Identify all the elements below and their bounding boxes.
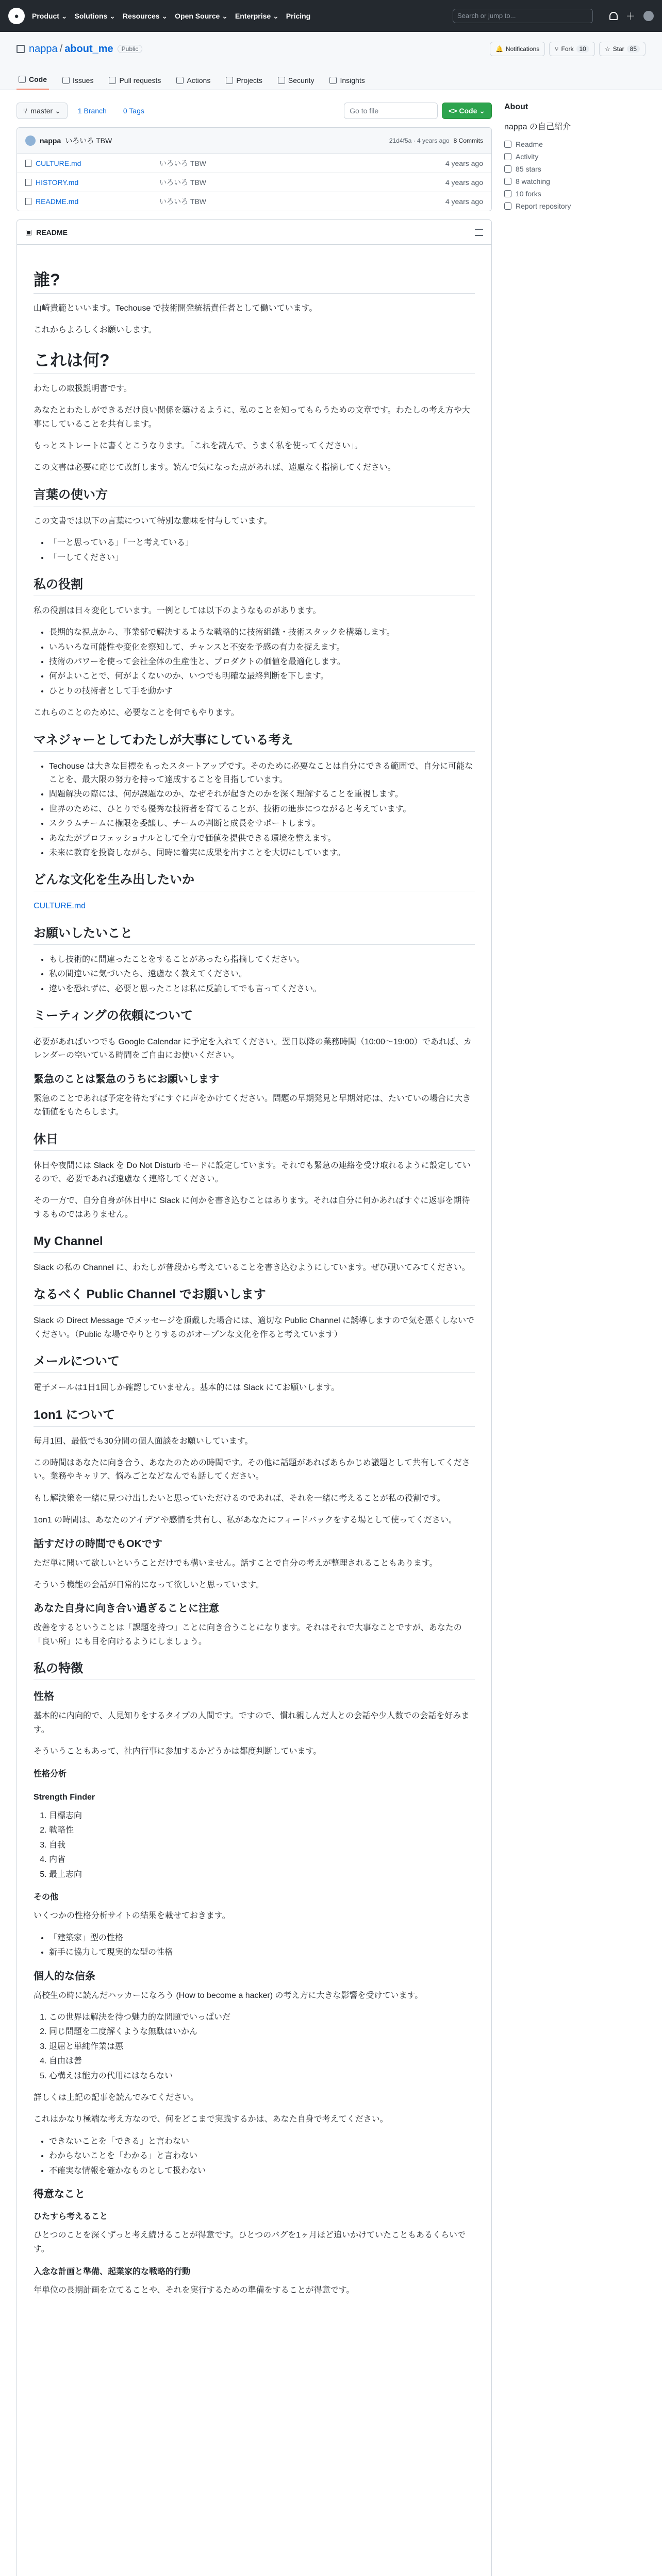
tab-label: Insights bbox=[340, 76, 365, 84]
repository-tabs bbox=[16, 67, 646, 90]
readme-paragraph: この時間はあなたに向き合う、あなたのための時間です。その他に話題があればあらかじめ議題として共有してください。業務やキャリア、悩みごとなどなんでも話してください。 bbox=[34, 1459, 470, 1481]
tab-icon bbox=[62, 77, 70, 84]
readme-paragraph: 1on1 の時間は、あなたのアイデアや感情を共有し、私があなたにフィードバックをする場として使ってください。 bbox=[34, 1516, 457, 1525]
readme-list-item: • 技術のパワーを使って会社全体の生産性と、プロダクトの価値を最適化します。 bbox=[49, 655, 475, 669]
file-commit-message[interactable]: いろいろ TBW bbox=[159, 197, 206, 206]
readme-paragraph: 必要があればいつでも Google Calendar に予定を入れてください。翌日以降の業務時間（10:00〜19:00）であれば、カレンダーの空いている時間をご自由にお使いください。 bbox=[34, 1037, 472, 1060]
readme-list-item: 2. 戦略性 bbox=[49, 1824, 475, 1837]
readme-heading: メールについて bbox=[34, 1354, 475, 1373]
readme-list-item: • 世界のために、ひとりでも優秀な技術者を育てることが、技術の進歩につながると考えています。 bbox=[49, 803, 475, 816]
readme-heading: 性格 bbox=[34, 1691, 54, 1703]
branch-icon: ⑂ bbox=[23, 107, 28, 115]
branches-link[interactable]: 1 Branch bbox=[77, 107, 107, 115]
readme-list bbox=[49, 1931, 475, 1960]
readme-paragraph: そういうこともあって、社内行事に参加するかどうかは都度判断しています。 bbox=[34, 1747, 322, 1756]
file-commit-message[interactable]: いろいろ TBW bbox=[159, 178, 206, 187]
readme-paragraph: この文書では以下の言葉について特別な意味を付与しています。 bbox=[34, 516, 272, 526]
tab-icon bbox=[278, 77, 285, 84]
owner-link[interactable]: nappa bbox=[29, 43, 58, 55]
readme-list bbox=[49, 536, 475, 565]
repository-header bbox=[0, 32, 662, 90]
sidebar-item[interactable] bbox=[504, 152, 643, 161]
repository-actions bbox=[490, 42, 646, 56]
branch-selector[interactable]: ⑂ master ⌄ bbox=[16, 103, 68, 119]
readme-list bbox=[49, 626, 475, 698]
readme-paragraph: 年単位の長期計画を立てることや、それを実行するための準備をすることが得意です。 bbox=[34, 2286, 355, 2295]
readme-paragraph: 私の役割は日々変化しています。一例としては以下のようなものがあります。 bbox=[34, 606, 321, 615]
readme-list-item: • もし技術的に間違ったことをすることがあったら指摘してください。 bbox=[49, 953, 475, 967]
sidebar-item[interactable] bbox=[504, 202, 643, 210]
tab-label: Pull requests bbox=[119, 76, 161, 84]
readme-list-item: 4. 自由は善 bbox=[49, 2055, 475, 2068]
readme-paragraph: これらのことのために、必要なことを何でもやります。 bbox=[34, 708, 239, 718]
readme-article bbox=[17, 245, 491, 2327]
top-nav-item[interactable]: Open Source ⌄ bbox=[175, 11, 228, 20]
outline-icon[interactable] bbox=[475, 229, 483, 236]
readme-heading: 1on1 について bbox=[34, 1408, 475, 1427]
tab-security[interactable] bbox=[276, 76, 317, 90]
github-logo[interactable]: ● bbox=[8, 8, 25, 24]
repository-icon bbox=[16, 45, 25, 53]
readme-heading: これは何? bbox=[34, 350, 475, 374]
sidebar-item[interactable] bbox=[504, 190, 643, 198]
file-row[interactable] bbox=[17, 173, 491, 192]
file-row[interactable] bbox=[17, 192, 491, 211]
author-avatar bbox=[25, 135, 36, 146]
tab-icon bbox=[176, 77, 184, 84]
header-actions bbox=[453, 9, 654, 23]
tags-link[interactable]: 0 Tags bbox=[123, 107, 144, 115]
readme-paragraph: 基本的に内向的で、人見知りをするタイプの人間です。ですので、慣れ親しんだ人との会話や少人数での会話を好みます。 bbox=[34, 1711, 470, 1734]
search-input[interactable]: Search or jump to... bbox=[453, 9, 593, 23]
readme-paragraph bbox=[34, 900, 475, 913]
file-updated-time: 4 years ago bbox=[445, 178, 483, 187]
bell-icon: 🔔 bbox=[495, 45, 503, 53]
tab-label: Actions bbox=[187, 76, 211, 84]
readme-heading: 話すだけの時間でもOKです bbox=[34, 1538, 162, 1550]
readme-list-item: 1. この世界は解決を待つ魅力的な問題でいっぱいだ bbox=[49, 2011, 475, 2024]
sidebar-item-label: 8 watching bbox=[516, 177, 550, 185]
readme-paragraph: もし解決策を一緒に見つけ出したいと思っていただけるのであれば、それを一緒に考えることが私の役割です。 bbox=[34, 1494, 445, 1503]
readme-heading: 得意なこと bbox=[34, 2188, 85, 2200]
readme-paragraph: これからよろしくお願いします。 bbox=[34, 326, 157, 335]
repository-content bbox=[0, 90, 662, 2576]
readme-paragraph: この文書は必要に応じて改訂します。読んで気になった点があれば、遠慮なく指摘してください。 bbox=[34, 463, 396, 472]
readme-heading: その他 bbox=[34, 1893, 59, 1902]
culture-link[interactable]: CULTURE.md bbox=[34, 902, 86, 911]
avatar[interactable] bbox=[643, 11, 654, 21]
readme-list-item: • 違いを恐れずに、必要と思ったことは私に反論してでも言ってください。 bbox=[49, 982, 475, 996]
book-icon: ▣ bbox=[25, 228, 32, 236]
readme-heading: ミーティングの依頼について bbox=[34, 1008, 475, 1027]
sidebar-item-label: 10 forks bbox=[516, 190, 541, 198]
readme-list-item: • 「一と思っている」「一と考えている」 bbox=[49, 536, 475, 550]
repository-name-link[interactable]: about_me bbox=[64, 43, 113, 55]
repository-title: nappa / about_me Public 🔔 Notifications ⑂ Fork 10 ☆ Star 85 bbox=[16, 41, 646, 57]
tab-actions[interactable] bbox=[174, 76, 212, 90]
file-name[interactable]: CULTURE.md bbox=[25, 159, 159, 167]
tab-icon bbox=[226, 77, 233, 84]
main-column bbox=[16, 103, 492, 2576]
file-icon bbox=[25, 160, 31, 167]
file-name[interactable]: README.md bbox=[25, 197, 159, 206]
readme-paragraph: 電子メールは1日1回しか確認していません。基本的には Slack にてお願いします。 bbox=[34, 1383, 340, 1393]
top-nav-item[interactable]: Solutions ⌄ bbox=[74, 11, 115, 20]
readme-list bbox=[49, 953, 475, 996]
readme-paragraph: わたしの取扱説明書です。 bbox=[34, 384, 132, 393]
readme-paragraph: もっとストレートに書くとこうなります。「これを読んで、うまく私を使ってください」。 bbox=[34, 441, 363, 450]
readme-list-item: • 問題解決の際には、何が課題なのか、なぜそれが起きたのかを深く理解することを重視します。 bbox=[49, 788, 475, 801]
sidebar-item-label: 85 stars bbox=[516, 165, 541, 173]
file-updated-time: 4 years ago bbox=[445, 197, 483, 206]
plus-icon[interactable]: ＋ bbox=[626, 11, 635, 22]
star-button[interactable]: ☆ Star 85 bbox=[599, 42, 646, 56]
readme-title: README bbox=[36, 228, 68, 236]
sidebar-icon bbox=[504, 153, 511, 160]
about-heading: About bbox=[504, 103, 528, 111]
commit-hash-time: 21d4f5a · 4 years ago bbox=[389, 137, 450, 144]
readme-list-item: 5. 最上志向 bbox=[49, 1868, 475, 1882]
tab-icon bbox=[109, 77, 116, 84]
sidebar-item[interactable] bbox=[504, 177, 643, 185]
top-nav-item[interactable]: Pricing bbox=[286, 11, 311, 20]
file-icon bbox=[25, 179, 31, 186]
sidebar-icon bbox=[504, 165, 511, 173]
bell-icon[interactable] bbox=[609, 12, 618, 20]
file-toolbar bbox=[16, 103, 492, 119]
readme-heading: なるべく Public Channel でお願いします bbox=[34, 1287, 475, 1306]
readme-list-item: 1. 目標志向 bbox=[49, 1809, 475, 1823]
sidebar-icon bbox=[504, 190, 511, 197]
readme-paragraph: ひとつのことを深くずっと考え続けることが得意です。ひとつのバグを1ヶ月ほど追いかけていたこともあるくらいです。 bbox=[34, 2231, 466, 2253]
commit-message: いろいろ TBW bbox=[65, 137, 112, 145]
readme-paragraph: Slack の Direct Message でメッセージを頂戴した場合には、適切な Public Channel に誘導しますので気を悪くしないでください。（Public な場でやりとりするのがオープンな文化を作ると考えています） bbox=[34, 1316, 475, 1339]
readme-heading: My Channel bbox=[34, 1234, 475, 1253]
readme-list-item: 3. 退屈と単純作業は悪 bbox=[49, 2040, 475, 2054]
readme-paragraph: Slack の私の Channel に、わたしが普段から考えていることを書き込むようにしています。ぜひ覗いてみてください。 bbox=[34, 1263, 470, 1273]
star-icon: ☆ bbox=[604, 45, 610, 53]
readme-paragraph: そういう機能の会話が日常的になって欲しいと思っています。 bbox=[34, 1580, 264, 1589]
tab-label: Issues bbox=[73, 76, 94, 84]
readme-list-item: • 不確実な情報を確かなものとして扱わない bbox=[49, 2164, 475, 2178]
sidebar-item[interactable] bbox=[504, 165, 643, 173]
readme-list-item: • わからないことを「わかる」と言わない bbox=[49, 2149, 475, 2163]
tab-icon bbox=[329, 77, 337, 84]
sidebar-item-label: Activity bbox=[516, 152, 539, 161]
readme-list-item: 5. 心構えは能力の代用にはならない bbox=[49, 2070, 475, 2083]
readme-paragraph: これはかなり極端な考え方なので、何をどこまで実践するかは、あなた自身で考えてください。 bbox=[34, 2115, 388, 2124]
sidebar-icon bbox=[504, 178, 511, 185]
file-updated-time: 4 years ago bbox=[445, 159, 483, 167]
file-row[interactable] bbox=[17, 154, 491, 173]
readme-list-item: • Techouse は大きな目標をもったスタートアップです。そのために必要なことは自分にできる範囲で、自分に可能なことを、最大限の努力を持って達成することを目指しています。 bbox=[49, 760, 475, 787]
readme-list-item: 2. 同じ問題を二度解くような無駄はいかん bbox=[49, 2025, 475, 2039]
readme-heading: 個人的な信条 bbox=[34, 1970, 95, 1982]
file-name[interactable]: HISTORY.md bbox=[25, 178, 159, 187]
sidebar-item[interactable] bbox=[504, 140, 643, 148]
readme-heading: ひたすら考えること bbox=[34, 2212, 108, 2221]
tab-projects[interactable] bbox=[224, 76, 264, 90]
readme-list-item: • 「一してください」 bbox=[49, 551, 475, 565]
readme-heading: お願いしたいこと bbox=[34, 926, 475, 945]
sidebar-icon bbox=[504, 202, 511, 210]
readme-list-item: • スクラムチームに権限を委譲し、チームの判断と成長をサポートします。 bbox=[49, 817, 475, 831]
readme-heading: 私の役割 bbox=[34, 577, 475, 596]
sidebar-icon bbox=[504, 141, 511, 148]
fork-button[interactable]: ⑂ Fork 10 bbox=[549, 42, 595, 56]
tab-code[interactable] bbox=[16, 75, 49, 90]
readme-heading: 私の特徴 bbox=[34, 1661, 475, 1680]
readme-panel bbox=[16, 219, 492, 2576]
sidebar-item-label: Readme bbox=[516, 140, 543, 148]
readme-list-item: • 何がよいことで、何がよくないのか、いつでも明確な最終判断を下します。 bbox=[49, 670, 475, 683]
readme-list-item: • 未来に教育を投資しながら、同時に着実に成果を出すことを大切にしています。 bbox=[49, 846, 475, 860]
file-icon bbox=[25, 198, 31, 205]
readme-paragraph: 改善をするということは「課題を持つ」ことに向き合うことになります。それはそれで大事なことですが、あなたの「良い所」にも目を向けるようにしましょう。 bbox=[34, 1623, 462, 1646]
go-to-file-input[interactable]: Go to file bbox=[344, 103, 438, 119]
notifications-button[interactable]: 🔔 Notifications bbox=[490, 42, 545, 56]
tab-issues[interactable] bbox=[60, 76, 95, 90]
code-button[interactable]: <> Code ⌄ bbox=[442, 103, 492, 119]
top-nav-item[interactable]: Product ⌄ bbox=[32, 11, 68, 20]
readme-list-item: • 長期的な視点から、事業部で解決するような戦略的に技術組織・技術スタックを構築します。 bbox=[49, 626, 475, 639]
readme-list bbox=[49, 2135, 475, 2178]
readme-heading: 性格分析 bbox=[34, 1770, 67, 1779]
readme-list-item: • 私の間違いに気づいたら、遠慮なく教えてください。 bbox=[49, 968, 475, 981]
readme-list-item: • 新手に協力して現実的な型の性格 bbox=[49, 1946, 475, 1959]
readme-paragraph: 高校生の時に読んだハッカーになろう (How to become a hacker) の考え方に大きな影響を受けています。 bbox=[34, 1991, 423, 2000]
tab-label: Projects bbox=[236, 76, 262, 84]
commit-count[interactable]: 8 Commits bbox=[453, 137, 483, 144]
readme-paragraph: 毎月1回、最低でも30分間の個人面談をお願いしています。 bbox=[34, 1436, 253, 1446]
file-list bbox=[16, 127, 492, 211]
readme-heading: あなた自身に向き合い過ぎることに注意 bbox=[34, 1603, 219, 1615]
tab-pull-requests[interactable] bbox=[107, 76, 163, 90]
global-header bbox=[0, 0, 662, 32]
latest-commit bbox=[17, 128, 491, 154]
readme-list-item: • できないことを「できる」と言わない bbox=[49, 2135, 475, 2148]
tab-insights[interactable] bbox=[327, 76, 367, 90]
tab-label: Security bbox=[288, 76, 315, 84]
readme-list-item: 4. 内省 bbox=[49, 1853, 475, 1867]
sidebar-item-label: Report repository bbox=[516, 202, 571, 210]
readme-heading: 緊急のことは緊急のうちにお願いします bbox=[34, 1073, 219, 1085]
top-nav-item[interactable]: Resources ⌄ bbox=[122, 11, 168, 20]
readme-heading: 入念な計画と準備、起業家的な戦略的行動 bbox=[34, 2267, 191, 2277]
readme-paragraph: その一方で、自分自身が休日中に Slack に何かを書き込むことはあります。それは自分に何かあればすぐに返事を期待するものではありません。 bbox=[34, 1196, 470, 1219]
readme-heading: マネジャーとしてわたしが大事にしている考え bbox=[34, 733, 475, 752]
readme-heading: Strength Finder bbox=[34, 1792, 95, 1802]
readme-paragraph: ただ単に聞いて欲しいということだけでも構いません。話すことで自分の考えが整理されることもあります。 bbox=[34, 1558, 438, 1568]
readme-list-item: • ひとりの技術者として手を動かす bbox=[49, 685, 475, 698]
readme-paragraph: 山崎貴範といいます。Techouse で技術開発統括責任者として働いています。 bbox=[34, 304, 318, 313]
readme-heading: 言葉の使い方 bbox=[34, 487, 475, 506]
commit-author[interactable]: nappa bbox=[40, 137, 61, 145]
readme-list-item: • あなたがプロフェッショナルとして全力で価値を提供できる環境を整えます。 bbox=[49, 832, 475, 845]
readme-heading: 休日 bbox=[34, 1132, 475, 1151]
about-sidebar bbox=[504, 103, 643, 2576]
readme-list-item: 3. 自我 bbox=[49, 1839, 475, 1852]
readme-heading: 誰? bbox=[34, 269, 475, 294]
readme-paragraph: 休日や夜間には Slack を Do Not Disturb モードに設定しています。それでも緊急の連絡を受け取れるように設定しているので、必要であれば遠慮なく連絡してください。 bbox=[34, 1161, 471, 1183]
readme-list-item: • 「建築家」型の性格 bbox=[49, 1931, 475, 1945]
readme-paragraph: 詳しくは上記の記事を読んでみてください。 bbox=[34, 2093, 199, 2102]
repository-description: nappa の自己紹介 bbox=[504, 123, 571, 131]
readme-header bbox=[17, 220, 491, 245]
tab-icon bbox=[19, 76, 26, 83]
readme-list-item: • いろいろな可能性や変化を察知して、チャンスと不安を予感の有力を捉えます。 bbox=[49, 641, 475, 654]
top-nav bbox=[32, 12, 310, 21]
fork-icon: ⑂ bbox=[555, 45, 559, 53]
tab-label: Code bbox=[29, 75, 47, 83]
file-commit-message[interactable]: いろいろ TBW bbox=[159, 159, 206, 167]
top-nav-item[interactable]: Enterprise ⌄ bbox=[235, 11, 279, 20]
readme-list bbox=[49, 2011, 475, 2083]
readme-list bbox=[49, 760, 475, 860]
readme-heading: どんな文化を生み出したいか bbox=[34, 872, 475, 891]
readme-paragraph: 緊急のことであれば予定を待たずにすぐに声をかけてください。問題の早期発見と早期対応は、たいていの場合に大きな価値をもたらします。 bbox=[34, 1094, 471, 1117]
readme-list bbox=[49, 1809, 475, 1882]
readme-paragraph: あなたとわたしができるだけ良い関係を築けるように、私のことを知ってもらうための文章です。わたしの考え方や大事にしていることを共有します。 bbox=[34, 406, 470, 429]
public-badge: Public bbox=[118, 45, 143, 53]
readme-paragraph: いくつかの性格分析サイトの結果を載せておきます。 bbox=[34, 1911, 230, 1921]
